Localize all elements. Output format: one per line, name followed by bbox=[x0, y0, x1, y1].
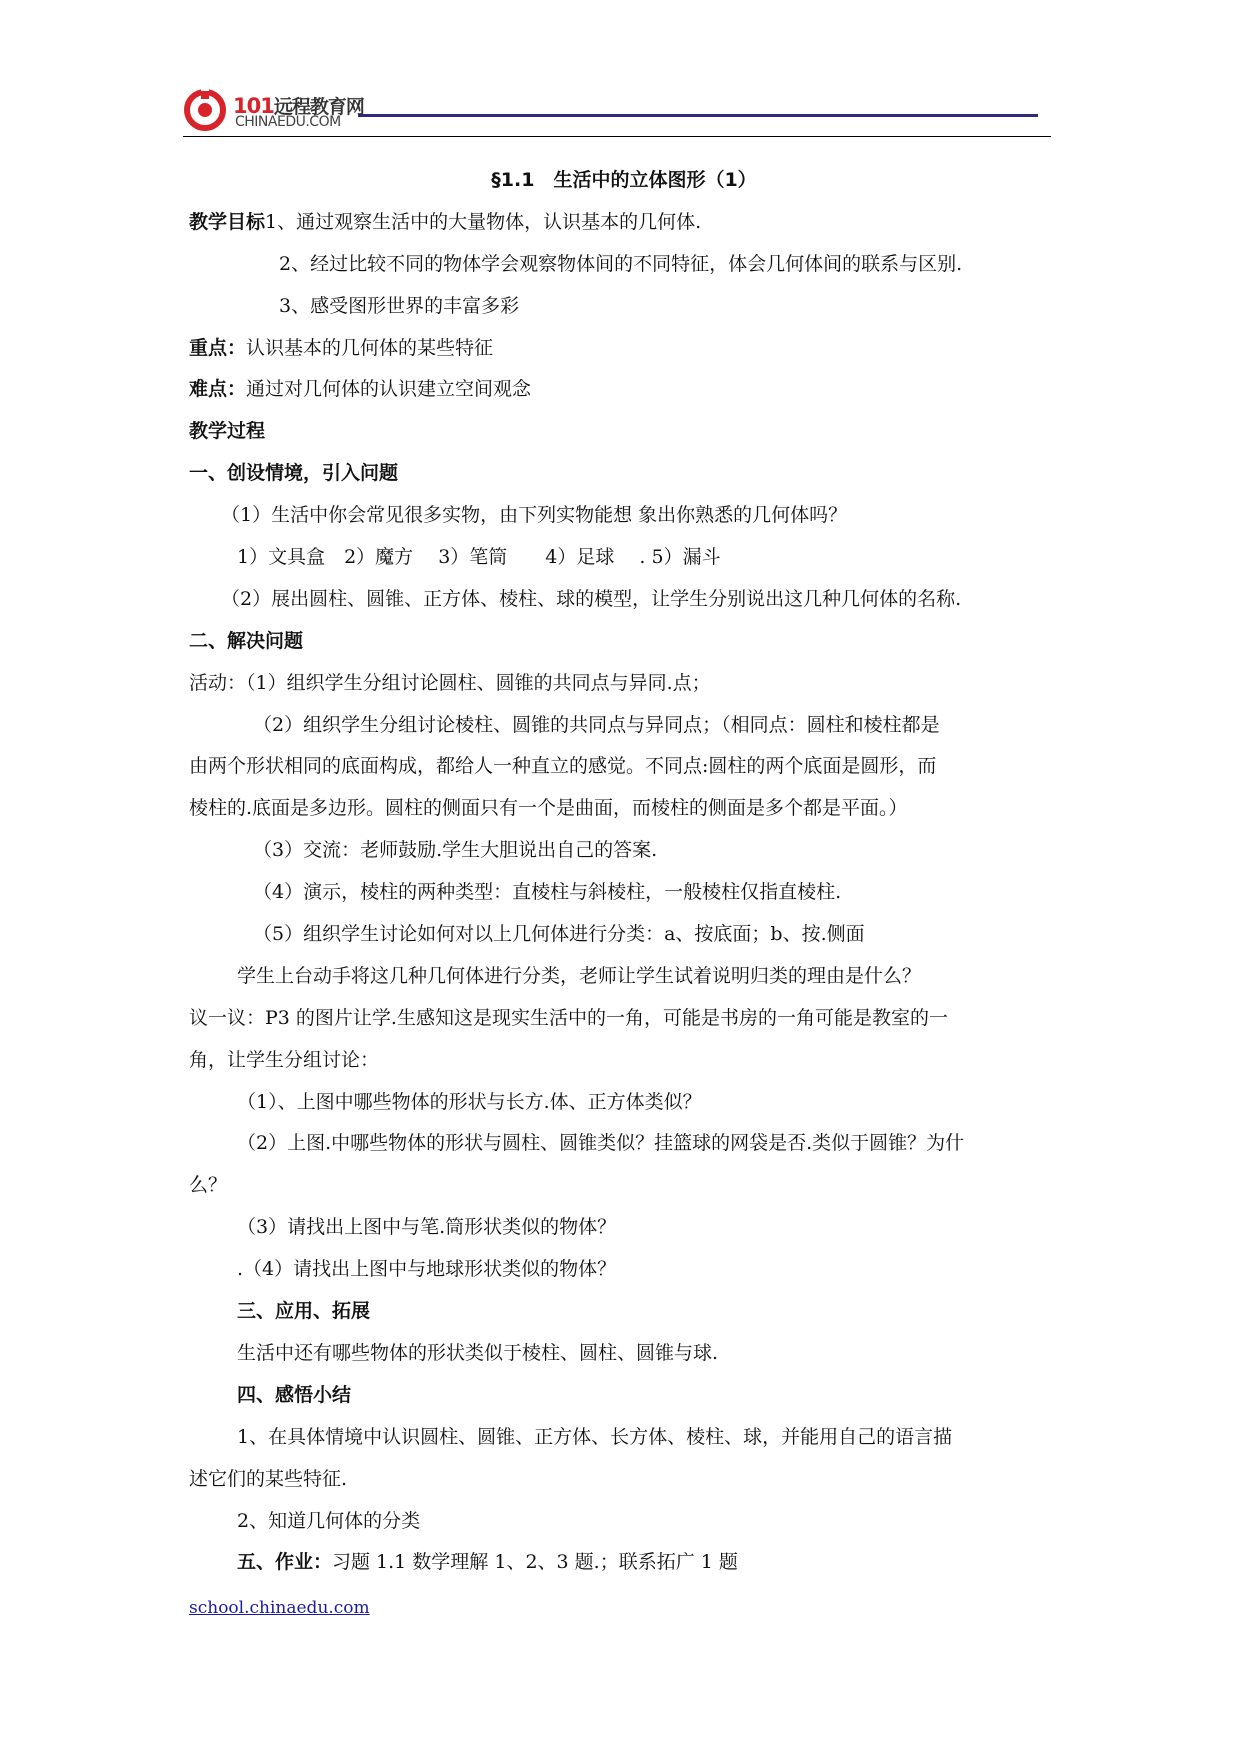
goal-line-2: 2、经过比较不同的物体学会观察物体间的不同特征，体会几何体间的联系与区别. bbox=[279, 252, 963, 275]
discuss-1: （1）、上图中哪些物体的形状与长方.体、正方体类似？ bbox=[237, 1090, 702, 1113]
page-header bbox=[183, 88, 1051, 138]
activity-1: 活动：（1）组织学生分组讨论圆柱、圆锥的共同点与异同.点； bbox=[189, 671, 711, 694]
difficulty: 难点：通过对几何体的认识建立空间观念 bbox=[189, 378, 532, 401]
homework: 五、作业：习题 1.1 数学理解 1、2、3 题.；联系拓广 1 题 bbox=[237, 1551, 738, 1574]
section1-q2: （2）展出圆柱、圆锥、正方体、棱柱、球的模型，让学生分别说出这几种几何体的名称. bbox=[221, 587, 962, 610]
key-point: 重点：认识基本的几何体的某些特征 bbox=[189, 336, 494, 359]
paragraph-discuss: 议一议：P3 的图片让学.生感知这是现实生活中的一角，可能是书房的一角可能是教室的一 bbox=[189, 1006, 948, 1029]
section3-text: 生活中还有哪些物体的形状类似于棱柱、圆柱、圆锥与球. bbox=[237, 1341, 719, 1364]
summary-1-cont: 述它们的某些特征. bbox=[189, 1467, 348, 1490]
page-title: §1.1 生活中的立体图形（1） bbox=[491, 169, 757, 191]
discuss-2: （2）上图.中哪些物体的形状与圆柱、圆锥类似？挂篮球的网袋是否.类似于圆锥？为什 bbox=[237, 1132, 965, 1155]
logo-icon bbox=[183, 88, 227, 132]
process-heading: 教学过程 bbox=[189, 420, 266, 443]
discuss-3: （3）请找出上图中与笔.筒形状类似的物体？ bbox=[237, 1216, 617, 1239]
section1-items: 1）文具盒 2）魔方 3）笔筒 4）足球 . 5）漏斗 bbox=[237, 546, 721, 569]
goal-line-3: 3、感受图形世界的丰富多彩 bbox=[279, 294, 520, 317]
summary-1: 1、在具体情境中认识圆柱、圆锥、正方体、长方体、棱柱、球，并能用自己的语言描 bbox=[237, 1425, 953, 1448]
activity-3: （3）交流：老师鼓励.学生大胆说出自己的答案. bbox=[253, 839, 658, 862]
paragraph-discuss-cont: 角，让学生分组讨论： bbox=[189, 1048, 380, 1071]
activity-2: （2）组织学生分组讨论棱柱、圆锥的共同点与异同点；（相同点：圆柱和棱柱都是 bbox=[253, 713, 940, 736]
logo-subtext: CHINAEDU.COM bbox=[235, 114, 341, 130]
paragraph-classify: 学生上台动手将这几种几何体进行分类，老师让学生试着说明归类的理由是什么？ bbox=[237, 964, 922, 987]
activity-2-cont: 由两个形状相同的底面构成，都给人一种直立的感觉。不同点:圆柱的两个底面是圆形，而 bbox=[189, 755, 937, 778]
section4-heading: 四、感悟小结 bbox=[237, 1383, 352, 1406]
section3-heading: 三、应用、拓展 bbox=[237, 1300, 371, 1323]
goal-line-1: 教学目标1、通过观察生活中的大量物体，认识基本的几何体. bbox=[189, 210, 702, 233]
activity-4: （4）演示，棱柱的两种类型：直棱柱与斜棱柱，一般棱柱仅指直棱柱. bbox=[253, 881, 842, 904]
header-accent-line bbox=[358, 114, 1038, 117]
activity-2-cont2: 棱柱的.底面是多边形。圆柱的侧面只有一个是曲面，而棱柱的侧面是多个都是平面。） bbox=[189, 797, 908, 820]
discuss-4: .（4）请找出上图中与地球形状类似的物体？ bbox=[237, 1258, 617, 1281]
section2-heading: 二、解决问题 bbox=[189, 629, 304, 652]
footer-link[interactable]: school.chinaedu.com bbox=[189, 1598, 370, 1618]
logo-text: 101远程教育网 bbox=[233, 94, 364, 118]
section1-q1: （1）生活中你会常见很多实物，由下列实物能想 象出你熟悉的几何体吗？ bbox=[221, 504, 848, 527]
goals-label: 教学目标 bbox=[189, 210, 266, 233]
document-body bbox=[189, 160, 1059, 1584]
activity-5: （5）组织学生讨论如何对以上几何体进行分类：a、按底面；b、按.侧面 bbox=[253, 923, 865, 946]
discuss-2-cont: 么？ bbox=[189, 1174, 228, 1197]
header-rule bbox=[183, 136, 1051, 137]
section1-heading: 一、创设情境，引入问题 bbox=[189, 462, 399, 485]
summary-2: 2、知道几何体的分类 bbox=[237, 1509, 421, 1532]
